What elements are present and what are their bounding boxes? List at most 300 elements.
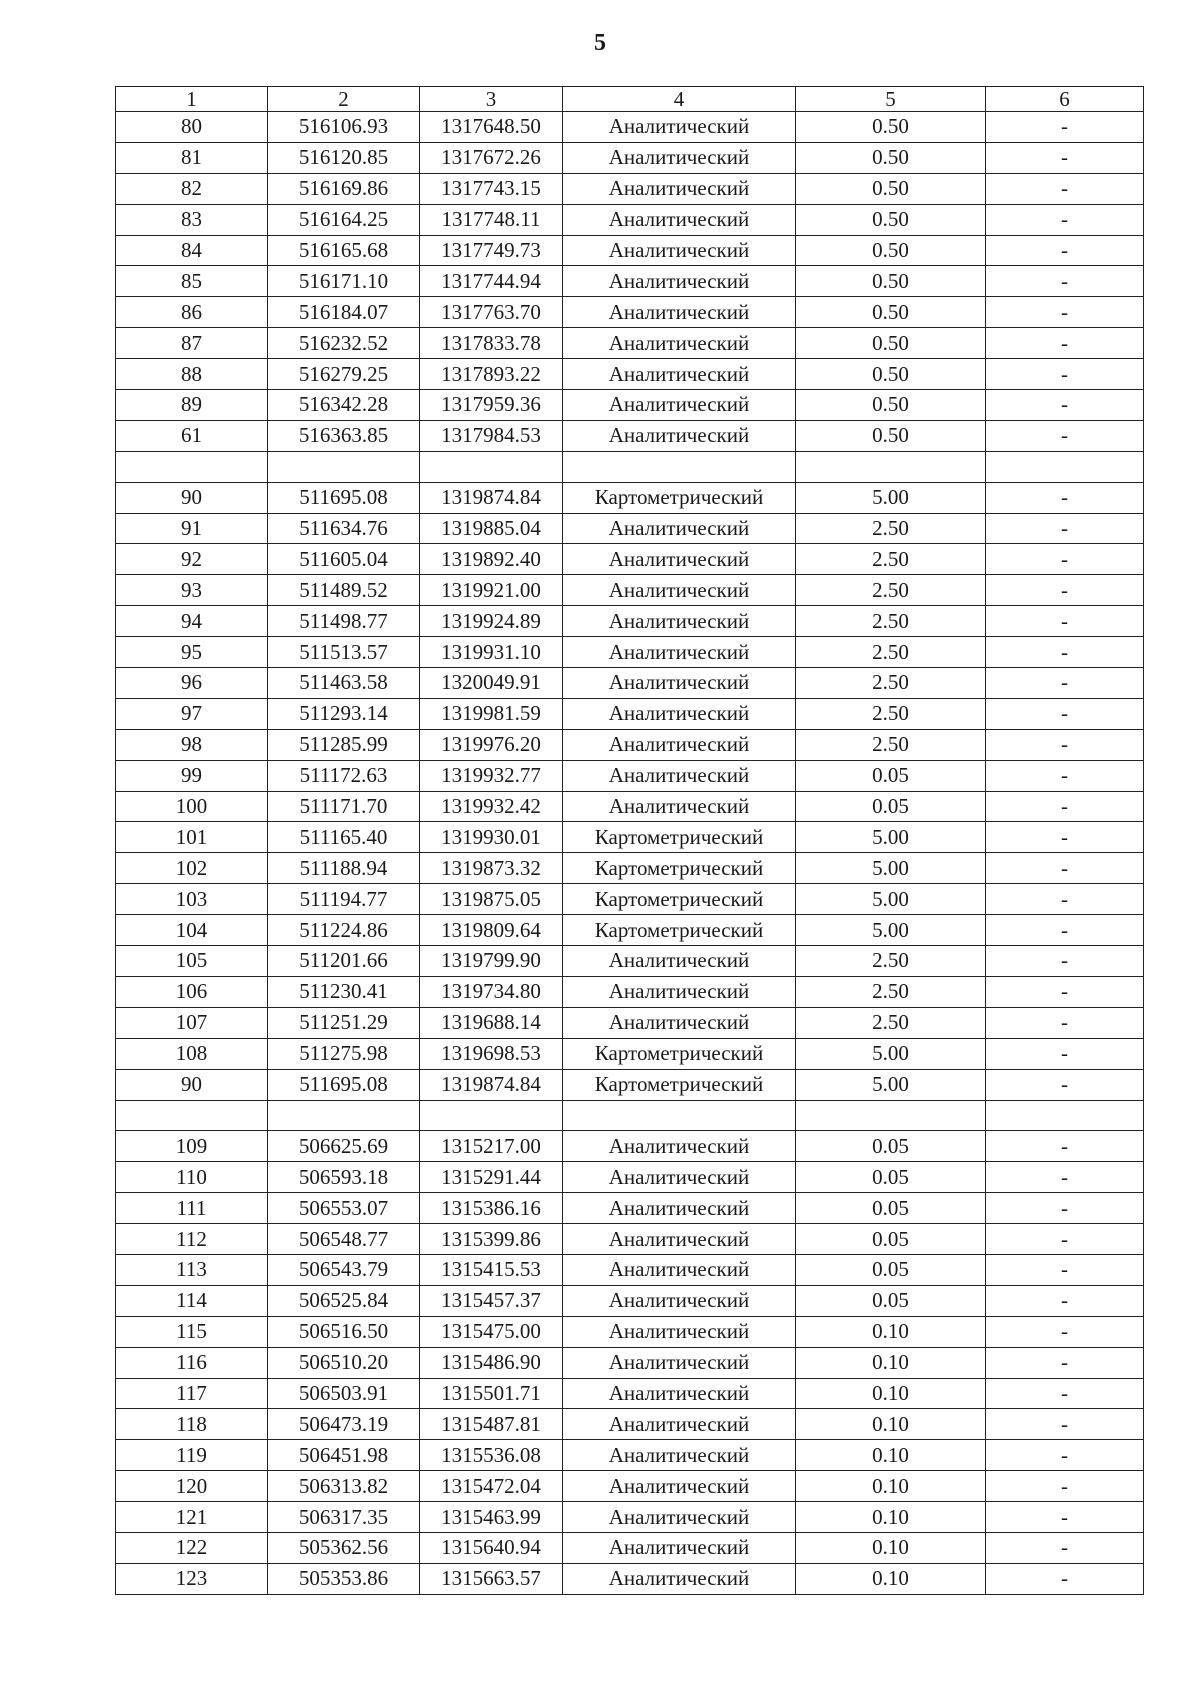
table-cell: 1319874.84 (420, 482, 563, 513)
table-cell: 2.50 (796, 668, 986, 699)
table-row (116, 1440, 1144, 1471)
table-cell: 516164.25 (268, 204, 420, 235)
table-cell: 100 (116, 791, 268, 822)
table-row (116, 1532, 1144, 1563)
table-cell: 1320049.91 (420, 668, 563, 699)
table-cell: 0.10 (796, 1502, 986, 1533)
table-cell: 0.10 (796, 1378, 986, 1409)
table-cell: 511171.70 (268, 791, 420, 822)
column-header: 3 (420, 87, 563, 112)
table-cell: 511605.04 (268, 544, 420, 575)
table-cell: 2.50 (796, 637, 986, 668)
table-cell: 2.50 (796, 544, 986, 575)
table-cell: 112 (116, 1224, 268, 1255)
table-cell (116, 451, 268, 482)
table-row (116, 451, 1144, 482)
table-cell: Аналитический (563, 1409, 796, 1440)
table-cell: 506473.19 (268, 1409, 420, 1440)
table-cell: Аналитический (563, 791, 796, 822)
table-cell: 5.00 (796, 482, 986, 513)
table-cell (420, 451, 563, 482)
table-cell: 1315536.08 (420, 1440, 563, 1471)
table-cell: Аналитический (563, 729, 796, 760)
table-cell: 121 (116, 1502, 268, 1533)
table-cell: 516279.25 (268, 359, 420, 390)
table-cell: 511251.29 (268, 1007, 420, 1038)
table-cell: 2.50 (796, 606, 986, 637)
table-cell: 1317749.73 (420, 235, 563, 266)
table-row (116, 946, 1144, 977)
table-cell: Аналитический (563, 1532, 796, 1563)
table-cell: - (986, 1254, 1144, 1285)
table-cell: 114 (116, 1285, 268, 1316)
table-cell: 0.05 (796, 1224, 986, 1255)
table-cell: 511201.66 (268, 946, 420, 977)
table-cell (986, 451, 1144, 482)
table-cell: Картометрический (563, 853, 796, 884)
table-cell (420, 1100, 563, 1131)
table-cell: Аналитический (563, 420, 796, 451)
table-row (116, 698, 1144, 729)
table-cell: 110 (116, 1162, 268, 1193)
table-row (116, 1007, 1144, 1038)
table-row (116, 513, 1144, 544)
table-cell: 106 (116, 976, 268, 1007)
table-row (116, 142, 1144, 173)
table-cell: 84 (116, 235, 268, 266)
table-cell: 505362.56 (268, 1532, 420, 1563)
table-cell: 511634.76 (268, 513, 420, 544)
table-cell: 506593.18 (268, 1162, 420, 1193)
page-number: 5 (594, 30, 606, 56)
table-cell: 93 (116, 575, 268, 606)
table-cell: 1317648.50 (420, 112, 563, 143)
table-row (116, 1563, 1144, 1594)
table-cell: 2.50 (796, 575, 986, 606)
table-cell: - (986, 1131, 1144, 1162)
table-cell: 1319930.01 (420, 822, 563, 853)
table-row (116, 1162, 1144, 1193)
table-cell: 89 (116, 390, 268, 421)
table-cell: 91 (116, 513, 268, 544)
table-cell: 1317763.70 (420, 297, 563, 328)
table-cell: - (986, 1409, 1144, 1440)
table-cell: 90 (116, 1069, 268, 1100)
table-cell: - (986, 1532, 1144, 1563)
table-cell: - (986, 668, 1144, 699)
table-cell (268, 451, 420, 482)
table-row (116, 606, 1144, 637)
table-cell: - (986, 1563, 1144, 1594)
table-cell: 511194.77 (268, 884, 420, 915)
table-cell: 98 (116, 729, 268, 760)
table-cell: 0.10 (796, 1471, 986, 1502)
table-cell: 111 (116, 1193, 268, 1224)
table-cell: 5.00 (796, 1069, 986, 1100)
table-cell: 5.00 (796, 853, 986, 884)
table-cell: Аналитический (563, 390, 796, 421)
table-row (116, 390, 1144, 421)
table-cell: 80 (116, 112, 268, 143)
table-cell: Картометрический (563, 822, 796, 853)
table-cell: 87 (116, 328, 268, 359)
table-cell: 0.10 (796, 1532, 986, 1563)
table-cell: 1317893.22 (420, 359, 563, 390)
table-cell: - (986, 1316, 1144, 1347)
table-cell: - (986, 266, 1144, 297)
table-cell: - (986, 390, 1144, 421)
table-cell: 0.05 (796, 1254, 986, 1285)
table-row (116, 668, 1144, 699)
table-cell: 511695.08 (268, 1069, 420, 1100)
table-cell: 1317672.26 (420, 142, 563, 173)
table-cell: Картометрический (563, 884, 796, 915)
table-cell: 0.50 (796, 173, 986, 204)
table-cell: - (986, 204, 1144, 235)
table-row (116, 266, 1144, 297)
table-cell: 0.10 (796, 1440, 986, 1471)
table-cell: - (986, 1069, 1144, 1100)
table-cell: 516232.52 (268, 328, 420, 359)
table-cell: 506510.20 (268, 1347, 420, 1378)
table-cell: 511463.58 (268, 668, 420, 699)
header-row (116, 87, 1144, 112)
table-cell: 1319921.00 (420, 575, 563, 606)
table-cell: 1319892.40 (420, 544, 563, 575)
table-cell: 516120.85 (268, 142, 420, 173)
table-cell: - (986, 915, 1144, 946)
table-body (116, 112, 1144, 1595)
column-header: 1 (116, 87, 268, 112)
table-cell: 5.00 (796, 915, 986, 946)
table-cell: 1315663.57 (420, 1563, 563, 1594)
table-cell: Аналитический (563, 1316, 796, 1347)
table-cell: 107 (116, 1007, 268, 1038)
column-header: 5 (796, 87, 986, 112)
table-cell: 108 (116, 1038, 268, 1069)
table-row (116, 204, 1144, 235)
table-cell: 0.10 (796, 1409, 986, 1440)
table-cell: 511165.40 (268, 822, 420, 853)
table-cell: 116 (116, 1347, 268, 1378)
table-cell: 1317744.94 (420, 266, 563, 297)
table-row (116, 1378, 1144, 1409)
table-cell: 0.10 (796, 1347, 986, 1378)
table-cell: Аналитический (563, 142, 796, 173)
table-cell: Аналитический (563, 544, 796, 575)
table-cell: 511230.41 (268, 976, 420, 1007)
table-cell: 1319688.14 (420, 1007, 563, 1038)
table-cell: Аналитический (563, 946, 796, 977)
table-cell: 1317743.15 (420, 173, 563, 204)
table-cell: - (986, 112, 1144, 143)
table-cell: 2.50 (796, 698, 986, 729)
table-row (116, 1224, 1144, 1255)
table-row (116, 1131, 1144, 1162)
table-cell: 0.05 (796, 1131, 986, 1162)
table-cell: - (986, 1224, 1144, 1255)
table-cell: Аналитический (563, 976, 796, 1007)
table-cell (563, 451, 796, 482)
table-cell: Аналитический (563, 235, 796, 266)
table-cell (796, 451, 986, 482)
table-cell: 511224.86 (268, 915, 420, 946)
table-cell: 0.10 (796, 1563, 986, 1594)
table-row (116, 884, 1144, 915)
table-cell (563, 1100, 796, 1131)
table-cell: Аналитический (563, 1502, 796, 1533)
table-row (116, 1038, 1144, 1069)
table-row (116, 575, 1144, 606)
table-cell (986, 1100, 1144, 1131)
table-cell: 1319976.20 (420, 729, 563, 760)
table-cell: 95 (116, 637, 268, 668)
table-cell: 1315217.00 (420, 1131, 563, 1162)
table-row (116, 1100, 1144, 1131)
table-row (116, 1254, 1144, 1285)
table-row (116, 112, 1144, 143)
table-cell: 1315463.99 (420, 1502, 563, 1533)
table-cell: 0.05 (796, 1162, 986, 1193)
table-cell: 506543.79 (268, 1254, 420, 1285)
table-cell: 511695.08 (268, 482, 420, 513)
table-cell: Аналитический (563, 266, 796, 297)
table-cell: Аналитический (563, 1563, 796, 1594)
table-cell: 2.50 (796, 513, 986, 544)
table-cell: - (986, 976, 1144, 1007)
table-cell: 511275.98 (268, 1038, 420, 1069)
table-cell: 103 (116, 884, 268, 915)
column-header: 4 (563, 87, 796, 112)
table-cell: - (986, 760, 1144, 791)
table-cell: 1319932.42 (420, 791, 563, 822)
table-cell: 0.50 (796, 420, 986, 451)
table-cell: - (986, 606, 1144, 637)
table-cell: 511188.94 (268, 853, 420, 884)
table-row (116, 1316, 1144, 1347)
table-cell: 2.50 (796, 1007, 986, 1038)
table-cell (116, 1100, 268, 1131)
table-cell: - (986, 1038, 1144, 1069)
table-cell: Аналитический (563, 1285, 796, 1316)
table-cell: 0.10 (796, 1316, 986, 1347)
table-cell: - (986, 884, 1144, 915)
table-cell: 1315472.04 (420, 1471, 563, 1502)
table-cell: - (986, 1193, 1144, 1224)
table-cell: Аналитический (563, 204, 796, 235)
table-cell: - (986, 853, 1144, 884)
table-cell: 0.05 (796, 1285, 986, 1316)
table-row (116, 760, 1144, 791)
table-row (116, 482, 1144, 513)
table-cell: Аналитический (563, 1193, 796, 1224)
table-cell (796, 1100, 986, 1131)
table-cell: 1317984.53 (420, 420, 563, 451)
table-cell: 102 (116, 853, 268, 884)
table-cell: - (986, 513, 1144, 544)
table-cell: 511498.77 (268, 606, 420, 637)
table-cell: - (986, 1162, 1144, 1193)
table-cell: 109 (116, 1131, 268, 1162)
table-cell: 1317833.78 (420, 328, 563, 359)
table-cell: 1315457.37 (420, 1285, 563, 1316)
table-row (116, 359, 1144, 390)
table-cell: 1315386.16 (420, 1193, 563, 1224)
table-cell: 511172.63 (268, 760, 420, 791)
table-row (116, 1409, 1144, 1440)
table-cell: - (986, 420, 1144, 451)
table-cell: 1319809.64 (420, 915, 563, 946)
table-cell: 101 (116, 822, 268, 853)
table-cell: 96 (116, 668, 268, 699)
table-cell: Аналитический (563, 1378, 796, 1409)
table-cell: - (986, 1440, 1144, 1471)
table-cell: 1317959.36 (420, 390, 563, 421)
table-cell: 123 (116, 1563, 268, 1594)
table-cell: 104 (116, 915, 268, 946)
table-cell: - (986, 791, 1144, 822)
table-cell: 516342.28 (268, 390, 420, 421)
table-cell: - (986, 946, 1144, 977)
table-cell: 113 (116, 1254, 268, 1285)
table-cell: 88 (116, 359, 268, 390)
table-cell: Аналитический (563, 1440, 796, 1471)
table-cell: - (986, 637, 1144, 668)
table-row (116, 637, 1144, 668)
table-cell: 0.05 (796, 760, 986, 791)
table-cell: 5.00 (796, 822, 986, 853)
table-cell: 506313.82 (268, 1471, 420, 1502)
table-cell: Аналитический (563, 575, 796, 606)
coordinates-table (115, 86, 1144, 1595)
table-cell: 511513.57 (268, 637, 420, 668)
table-cell: 118 (116, 1409, 268, 1440)
table-cell: 99 (116, 760, 268, 791)
table-cell: Аналитический (563, 1131, 796, 1162)
table-cell: Аналитический (563, 1254, 796, 1285)
table-cell: 1315399.86 (420, 1224, 563, 1255)
table-cell: 506548.77 (268, 1224, 420, 1255)
table-cell: Аналитический (563, 173, 796, 204)
table-row (116, 822, 1144, 853)
table-row (116, 1069, 1144, 1100)
table-cell: 506525.84 (268, 1285, 420, 1316)
table-cell: Аналитический (563, 698, 796, 729)
table-cell: 81 (116, 142, 268, 173)
table-cell: Аналитический (563, 112, 796, 143)
table-cell: 1315475.00 (420, 1316, 563, 1347)
table-cell: Картометрический (563, 482, 796, 513)
table-cell: 122 (116, 1532, 268, 1563)
table-cell: 92 (116, 544, 268, 575)
table-cell: - (986, 1471, 1144, 1502)
table-cell: Аналитический (563, 760, 796, 791)
table-cell: - (986, 698, 1144, 729)
table-cell: 1315486.90 (420, 1347, 563, 1378)
table-cell: Аналитический (563, 328, 796, 359)
table-cell: 516106.93 (268, 112, 420, 143)
table-cell: 0.50 (796, 112, 986, 143)
table-cell: 0.05 (796, 1193, 986, 1224)
table-cell: 85 (116, 266, 268, 297)
table-cell: 506625.69 (268, 1131, 420, 1162)
table-cell: 119 (116, 1440, 268, 1471)
table-cell: Аналитический (563, 1162, 796, 1193)
table-cell: 2.50 (796, 976, 986, 1007)
table-cell: - (986, 1378, 1144, 1409)
table-cell: 1315415.53 (420, 1254, 563, 1285)
table-cell: - (986, 235, 1144, 266)
table-cell: 2.50 (796, 729, 986, 760)
table-row (116, 328, 1144, 359)
table-row (116, 853, 1144, 884)
table-cell: 511489.52 (268, 575, 420, 606)
table-row (116, 1502, 1144, 1533)
table-cell: 506516.50 (268, 1316, 420, 1347)
table-cell: Аналитический (563, 668, 796, 699)
table-cell: 94 (116, 606, 268, 637)
table-cell: 86 (116, 297, 268, 328)
table-cell: 506317.35 (268, 1502, 420, 1533)
table-row (116, 1193, 1144, 1224)
table-cell: - (986, 173, 1144, 204)
table-row (116, 297, 1144, 328)
table-cell: 1315487.81 (420, 1409, 563, 1440)
table-cell: - (986, 328, 1144, 359)
table-cell: Аналитический (563, 359, 796, 390)
table-cell: 516171.10 (268, 266, 420, 297)
table-cell: 0.05 (796, 791, 986, 822)
table-cell: 1319931.10 (420, 637, 563, 668)
table-row (116, 544, 1144, 575)
table-cell: 516165.68 (268, 235, 420, 266)
table-cell: 0.50 (796, 142, 986, 173)
table-cell: - (986, 1285, 1144, 1316)
table-cell: 1319799.90 (420, 946, 563, 977)
table-cell: 506553.07 (268, 1193, 420, 1224)
table-cell: 5.00 (796, 884, 986, 915)
table-row (116, 729, 1144, 760)
table-cell: Аналитический (563, 1224, 796, 1255)
table-row (116, 235, 1144, 266)
table-cell: 90 (116, 482, 268, 513)
table-cell (268, 1100, 420, 1131)
table-cell: 511285.99 (268, 729, 420, 760)
table-row (116, 976, 1144, 1007)
table-cell: 97 (116, 698, 268, 729)
table-row (116, 1471, 1144, 1502)
table-cell: - (986, 575, 1144, 606)
table-cell: 0.50 (796, 266, 986, 297)
table-cell: 1319734.80 (420, 976, 563, 1007)
table-cell: 1319932.77 (420, 760, 563, 791)
table-cell: Картометрический (563, 1069, 796, 1100)
table-cell: - (986, 1007, 1144, 1038)
table-cell: Аналитический (563, 637, 796, 668)
column-header: 6 (986, 87, 1144, 112)
table-cell: 1315501.71 (420, 1378, 563, 1409)
table-cell: 0.50 (796, 328, 986, 359)
table-cell: 117 (116, 1378, 268, 1409)
table-cell: 506451.98 (268, 1440, 420, 1471)
table-cell: Аналитический (563, 1007, 796, 1038)
table-cell: 61 (116, 420, 268, 451)
table-cell: 506503.91 (268, 1378, 420, 1409)
table-cell: - (986, 359, 1144, 390)
table-cell: 1317748.11 (420, 204, 563, 235)
table-cell: 1319885.04 (420, 513, 563, 544)
table-cell: - (986, 142, 1144, 173)
